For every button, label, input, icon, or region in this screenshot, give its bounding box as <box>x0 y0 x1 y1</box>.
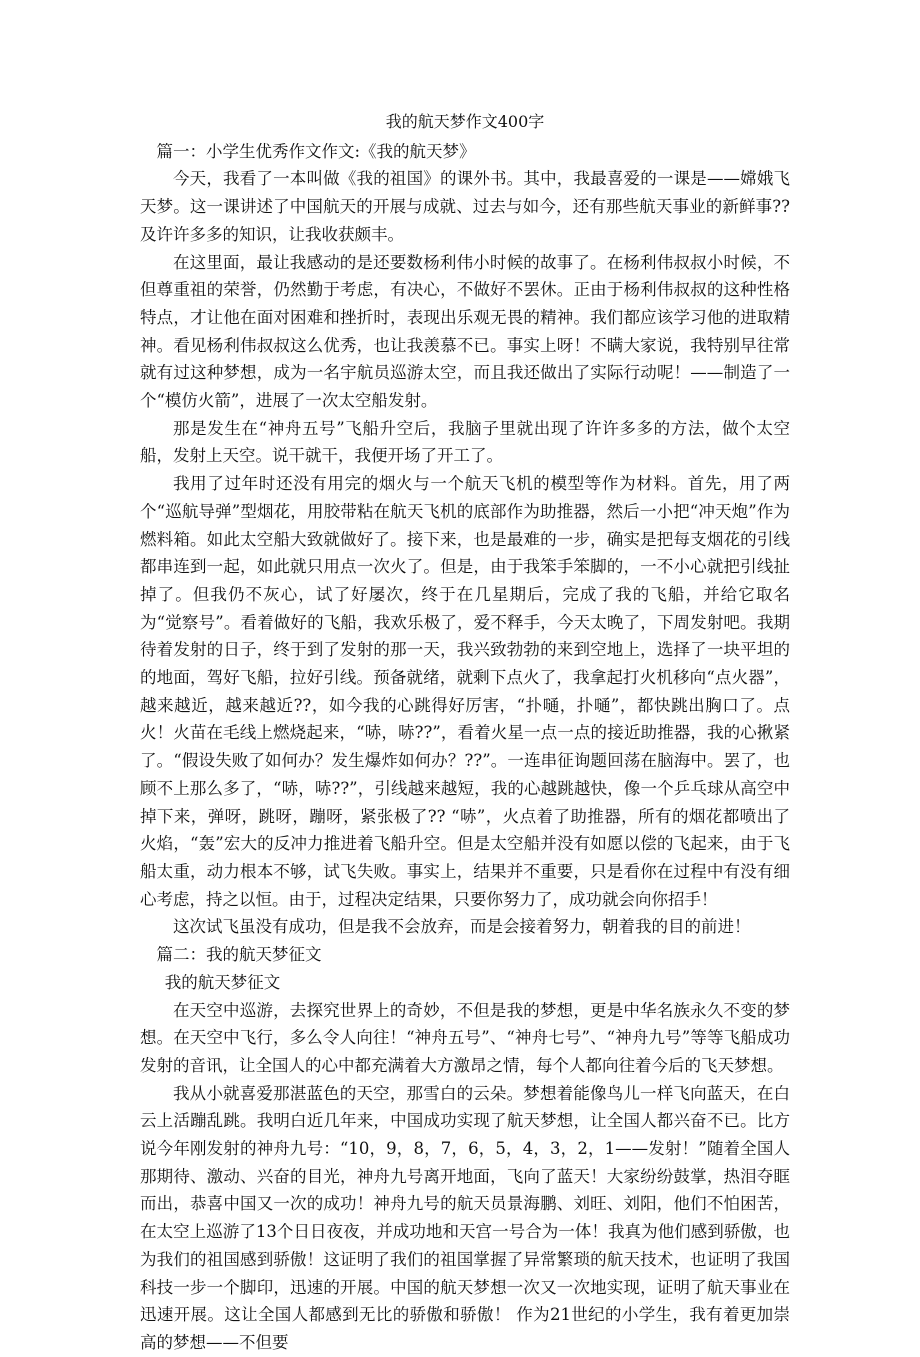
section-2-paragraph-2: 我从小就喜爱那湛蓝色的天空，那雪白的云朵。梦想着能像鸟儿一样飞向蓝天，在白云上活蹦乱跳。我明白近几年来，中国成功实现了航天梦想，让全国人都兴奋不已。比方说今年刚发射的神舟九号：“10，9，8，7，6，5，4，3，2，1——发射！”随着全国人那期待、激动、兴奋的目光，神舟九号离开地面，飞向了蓝天！大家纷纷鼓掌，热泪夺眶而出，恭喜中国又一次的成功！神舟九号的航天员景海鹏、刘旺、刘阳，他们不怕困苦，在太空上巡游了13个日日夜夜，并成功地和天宫一号合为一体！我真为他们感到骄傲，也为我们的祖国感到骄傲！这证明了我们的祖国掌握了异常繁琐的航天技术，也证明了我国科技一步一个脚印，迅速的开展。中国的航天梦想一次又一次地实现，证明了航天事业在迅速开展。这让全国人都感到无比的骄傲和骄傲！ 作为21世纪的小学生，我有着更加崇高的梦想——不但要 <box>140 1083 790 1352</box>
section-2-paragraph-1: 在天空中巡游，去探究世界上的奇妙，不但是我的梦想，更是中华名族永久不变的梦想。在天空中飞行，多么令人向往！“神舟五号”、“神舟七号”、“神舟九号”等等飞船成功发射的音讯，让全国人的心中都充满着大方激昂之情，每个人都向往着今后的飞天梦想。 <box>140 1000 790 1075</box>
section-1-paragraph-3: 那是发生在“神舟五号”飞船升空后，我脑子里就出现了许许多多的方法，做个太空船，发射上天空。说干就干，我便开场了开工了。 <box>140 418 790 466</box>
section-1-paragraph-2: 在这里面，最让我感动的是还要数杨利伟小时候的故事了。在杨利伟叔叔小时候，不但尊重祖的荣誉，仍然勤于考虑，有决心，不做好不罢休。正由于杨利伟叔叔的这种性格特点，才让他在面对困难和挫折时，表现出乐观无畏的精神。我们都应该学习他的进取精神。看见杨利伟叔叔这么优秀，也让我羡慕不已。事实上呀！不瞒大家说，我特别早往常就有过这种梦想，成为一名宇航员巡游太空，而且我还做出了实际行动呢！——制造了一个“模仿火箭”，进展了一次太空船发射。 <box>140 252 790 411</box>
section-2-heading: 篇二：我的航天梦征文 <box>156 945 322 965</box>
section-1-paragraph-1: 今天，我看了一本叫做《我的祖国》的课外书。其中，我最喜爱的一课是——嫦娥飞天梦。这一课讲述了中国航天的开展与成就、过去与如今，还有那些航天事业的新鲜事??及许许多多的知识，让我收获颇丰。 <box>140 169 790 244</box>
document-page <box>140 108 790 1357</box>
section-1-heading: 篇一：小学生优秀作文作文:《我的航天梦》 <box>156 141 476 161</box>
section-1-paragraph-5: 这次试飞虽没有成功，但是我不会放弃，而是会接着努力，朝着我的目的前进！ <box>173 917 751 937</box>
section-1-paragraph-4: 我用了过年时还没有用完的烟火与一个航天飞机的模型等作为材料。首先，用了两个“巡航导弹”型烟花，用胶带粘在航天飞机的底部作为助推器，然后一小把“冲天炮”作为燃料箱。如此太空船大致就做好了。接下来，也是最难的一步，确实是把每支烟花的引线都串连到一起，如此就只用点一次火了。但是，由于我笨手笨脚的，一不小心就把引线扯掉了。但我仍不灰心，试了好屡次，终于在几星期后，完成了我的飞船，并给它取名为“觉察号”。看着做好的飞船，我欢乐极了，爱不释手，今天太晚了，下周发射吧。我期待着发射的日子，终于到了发射的那一天，我兴致勃勃的来到空地上，选择了一块平坦的的地面，驾好飞船，拉好引线。预备就绪，就剩下点火了，我拿起打火机移向“点火器”，越来越近，越来越近??，如今我的心跳得好厉害，“扑嗵，扑嗵”，都快跳出胸口了。点火！火苗在毛线上燃烧起来，“哧，哧??”，看着火星一点一点的接近助推器，我的心揪紧了。“假设失败了如何办？发生爆炸如何办？??”。一连串征询题回荡在脑海中。罢了，也顾不上那么多了，“哧，哧??”，引线越来越短，我的心越跳越快，像一个乒乓球从高空中掉下来，弹呀，跳呀，蹦呀，紧张极了?? “哧”，火点着了助推器，所有的烟花都喷出了火焰，“轰”宏大的反冲力推进着飞船升空。但是太空船并没有如愿以偿的飞起来，由于飞船太重，动力根本不够，试飞失败。事实上，结果并不重要，只是看你在过程中有没有细心考虑，持之以恒。由于，过程决定结果，只要你努力了，成功就会向你招手！ <box>140 474 790 909</box>
document-title: 我的航天梦作文400字 <box>385 112 545 131</box>
section-2-subtitle: 我的航天梦征文 <box>164 972 281 992</box>
